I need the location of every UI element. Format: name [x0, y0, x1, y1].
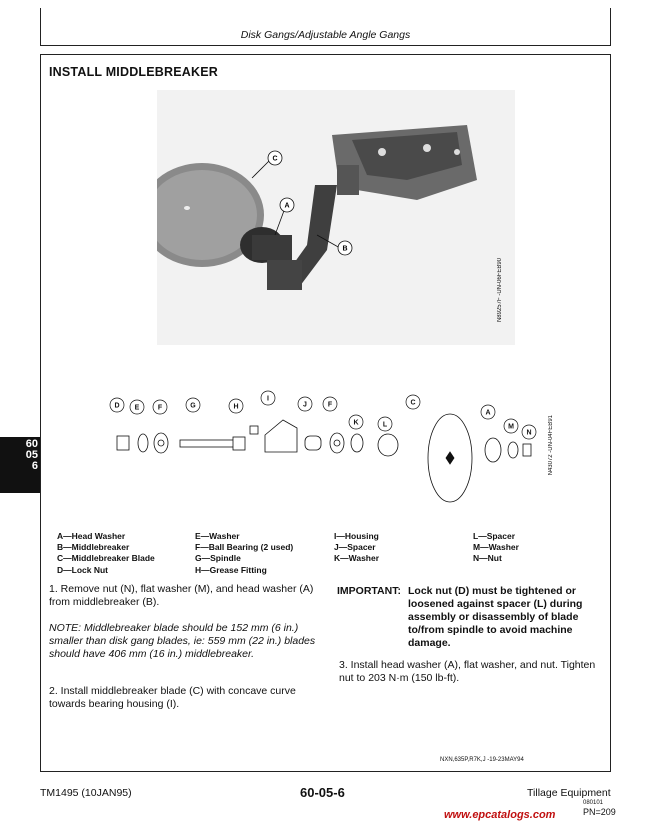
section-tab-line-2: 05 [25, 449, 38, 461]
legend-item: B—Middlebreaker [57, 542, 130, 553]
diagram-callout-e: E [134, 404, 140, 412]
diagram-callout-g: G [190, 402, 196, 410]
diagram-callout-c: C [410, 399, 416, 407]
important-label: IMPORTANT: [337, 585, 401, 597]
photo-callout-c: C [272, 155, 278, 163]
page-header-title: Disk Gangs/Adjustable Angle Gangs [240, 29, 411, 41]
watermark: www.epcatalogs.com [444, 809, 556, 821]
diagram-id: N43072 -UN-04FEB91 [548, 415, 554, 476]
section-title: INSTALL MIDDLEBREAKER [49, 65, 219, 79]
legend-column-1 [57, 531, 155, 576]
footer-pn: PN=209 [583, 807, 616, 817]
photo-callout-b: B [342, 245, 348, 253]
diagram-callout-h: H [233, 403, 239, 411]
step-1: 1. Remove nut (N), flat washer (M), and head washer (A) from middlebreaker (B). [49, 583, 314, 608]
legend-item: I—Housing [334, 531, 379, 541]
legend-item: M—Washer [473, 542, 519, 553]
legend-item: N—Nut [473, 553, 502, 564]
legend-item: F—Ball Bearing (2 used) [195, 542, 294, 553]
step-3: 3. Install head washer (A), flat washer, and nut. Tighten nut to 203 N·m (150 lb-ft). [339, 659, 596, 684]
footer-page-number: 60-05-6 [300, 785, 345, 800]
diagram-callout-n: N [526, 429, 532, 437]
legend-column-3 [334, 531, 379, 565]
photo-id: N89257F -UN-06FEB90 [497, 258, 503, 323]
diagram-callout-f: F [157, 404, 163, 412]
legend-item: C—Middlebreaker Blade [57, 553, 155, 564]
diagram-callout-a: A [485, 409, 491, 417]
section-tab [0, 437, 40, 493]
important-notice [337, 585, 607, 650]
diagram-callout-f2: F [327, 401, 333, 409]
legend-item: H—Grease Fitting [195, 564, 267, 575]
legend-item: A—Head Washer [57, 531, 126, 541]
diagram-callout-j: J [303, 401, 307, 409]
note: NOTE: Middlebreaker blade should be 152 mm (6 in.) smaller than disk gang blades, ie: 559 mm (22 in.) blades should have 406 mm (16 in.) middlebreaker. [49, 622, 316, 660]
footer-title: Tillage Equipment [527, 787, 611, 799]
photo-callout-a: A [284, 202, 290, 210]
diagram-callout-d: D [114, 402, 120, 410]
legend-column-4 [473, 531, 519, 565]
exploded-parts-diagram [105, 390, 555, 510]
diagram-callout-k: K [353, 419, 359, 427]
diagram-callout-m: M [508, 423, 514, 431]
footer-date-code: 080101 [583, 800, 604, 806]
diagram-callout-i: I [267, 395, 269, 403]
step-2: 2. Install middlebreaker blade (C) with concave curve towards bearing housing (I). [49, 685, 296, 710]
legend-item: D—Lock Nut [57, 564, 108, 575]
legend-item: G—Spindle [195, 553, 241, 564]
legend-item: L—Spacer [473, 531, 516, 541]
legend-column-2 [195, 531, 293, 576]
middlebreaker-photo [157, 90, 515, 345]
section-tab-line-3: 6 [31, 460, 38, 472]
important-text: Lock nut (D) must be tightened or loosened against spacer (L) during assembly or disassembly of blade to/from spindle to avoid machine damage. [408, 585, 583, 649]
footer-manual-id: TM1495 (10JAN95) [40, 787, 132, 799]
legend-item: E—Washer [195, 531, 240, 541]
diagram-callout-l: L [382, 421, 388, 429]
footer-code: NXN,635P,R7K,J -19-23MAY94 [440, 757, 524, 763]
legend-item: K—Washer [334, 553, 380, 564]
legend-item: J—Spacer [334, 542, 376, 553]
section-tab-line-1: 60 [25, 438, 38, 450]
